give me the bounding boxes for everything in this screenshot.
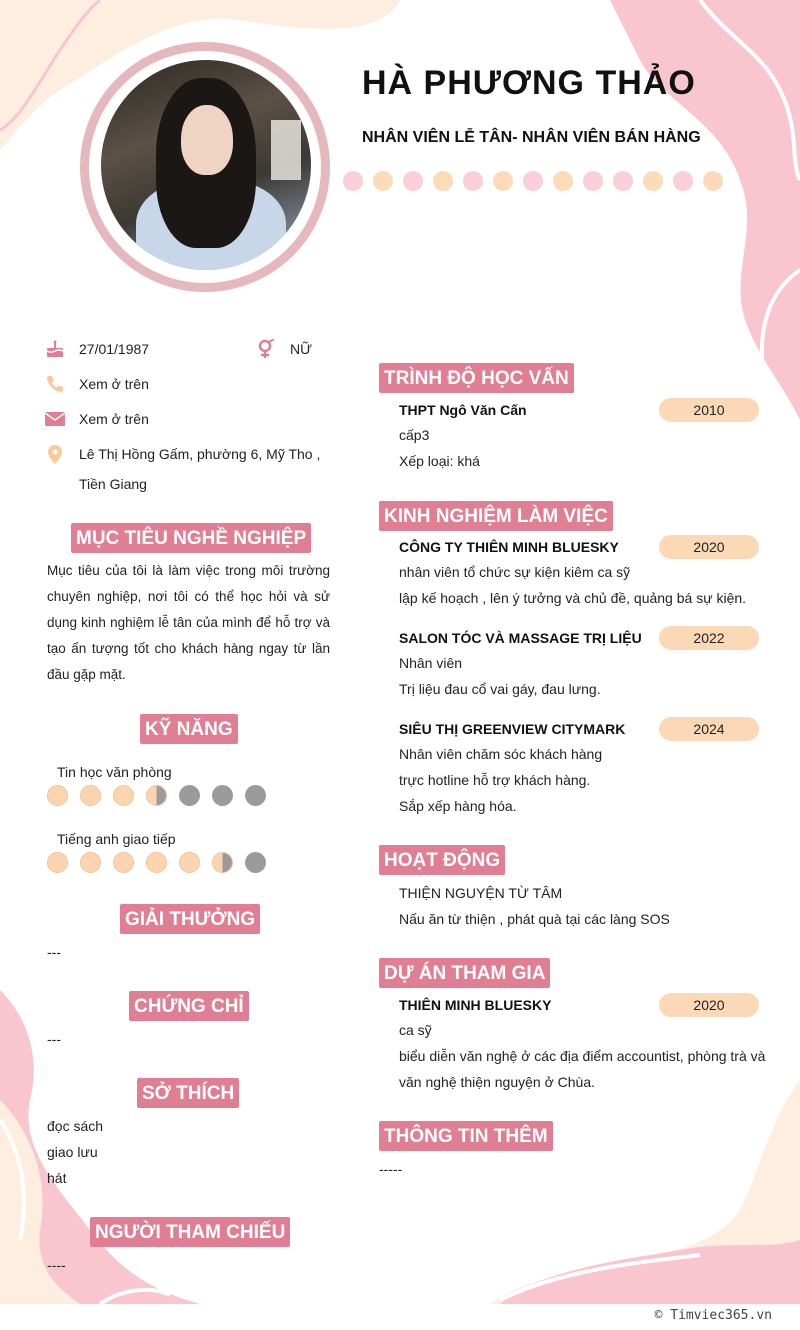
phone-value: Xem ở trên xyxy=(79,376,149,392)
copyright-link[interactable]: © Timviec365.vn xyxy=(654,1308,772,1323)
education-heading: TRÌNH ĐỘ HỌC VẤN xyxy=(379,363,574,393)
education-school: THPT Ngô Văn Cấn xyxy=(399,402,527,418)
skill-dot xyxy=(245,852,266,873)
experience-line: Nhân viên xyxy=(399,655,463,671)
candidate-name: HÀ PHƯƠNG THẢO xyxy=(362,64,696,102)
gender-value: NỮ xyxy=(290,341,313,357)
skill-dot xyxy=(113,785,134,806)
projects-heading: DỰ ÁN THAM GIA xyxy=(379,958,550,988)
skill-dot xyxy=(47,852,68,873)
experience-line: Sắp xếp hàng hóa. xyxy=(399,798,517,814)
phone-icon xyxy=(45,374,65,394)
job-title: NHÂN VIÊN LỄ TÂN- NHÂN VIÊN BÁN HÀNG xyxy=(362,129,701,146)
location-pin-icon xyxy=(45,444,65,464)
references-text: ---- xyxy=(47,1257,66,1273)
awards-heading: GIẢI THƯỞNG xyxy=(120,904,260,934)
decorative-dots xyxy=(343,171,723,191)
experience-line: nhân viên tổ chức sự kiện kiêm ca sỹ xyxy=(399,564,631,580)
hobby-item: hát xyxy=(47,1170,67,1186)
phone-row xyxy=(45,374,149,399)
project-line: văn nghệ thiện nguyện ở Chùa. xyxy=(399,1074,595,1090)
experience-line: Nhân viên chăm sóc khách hàng xyxy=(399,746,603,762)
skill-dot xyxy=(245,785,266,806)
hobby-item: giao lưu xyxy=(47,1144,98,1160)
skill-label: Tiếng anh giao tiếp xyxy=(57,831,176,847)
certificates-heading: CHỨNG CHỈ xyxy=(129,991,249,1021)
skill-dot xyxy=(47,785,68,806)
skill-dot xyxy=(146,785,167,806)
skill-rating xyxy=(47,785,266,806)
activity-line: THIỆN NGUYỆN TỪ TÂM xyxy=(399,885,563,901)
skill-rating xyxy=(47,852,266,873)
experience-line: lập kế hoạch , lên ý tưởng và chủ đề, quảng bá sự kiện. xyxy=(399,590,747,606)
skills-heading: KỸ NĂNG xyxy=(140,714,238,744)
email-icon xyxy=(45,409,65,429)
avatar xyxy=(101,60,311,270)
address-line-2: Tiền Giang xyxy=(79,476,147,492)
footer xyxy=(0,1304,800,1330)
email-row xyxy=(45,409,149,434)
project-line: biểu diễn văn nghệ ở các địa điểm accountist, phòng trà và xyxy=(399,1048,766,1064)
cake-icon xyxy=(45,339,65,359)
skill-dot xyxy=(212,785,233,806)
address-line-1: Lê Thị Hồng Gấm, phường 6, Mỹ Tho , xyxy=(79,446,321,462)
year-badge: 2020 xyxy=(659,535,759,559)
address-row xyxy=(45,444,320,499)
activity-line: Nấu ăn từ thiện , phát quà tại các làng SOS xyxy=(399,911,670,927)
skill-dot xyxy=(113,852,134,873)
awards-text: --- xyxy=(47,944,61,960)
skill-label: Tin học văn phòng xyxy=(57,764,172,780)
project-name: THIÊN MINH BLUESKY xyxy=(399,997,552,1013)
email-value: Xem ở trên xyxy=(79,411,149,427)
experience-line: Trị liệu đau cổ vai gáy, đau lưng. xyxy=(399,681,601,697)
year-badge: 2024 xyxy=(659,717,759,741)
skill-dot xyxy=(80,785,101,806)
experience-line: trực hotline hỗ trợ khách hàng. xyxy=(399,772,591,788)
gender-icon xyxy=(256,339,276,359)
skill-dot xyxy=(179,785,200,806)
skill-dot xyxy=(212,852,233,873)
hobby-item: đọc sách xyxy=(47,1118,104,1134)
year-badge: 2010 xyxy=(659,398,759,422)
education-line: Xếp loại: khá xyxy=(399,453,480,469)
address-value xyxy=(79,439,320,499)
objective-heading: MỤC TIÊU NGHỀ NGHIỆP xyxy=(71,523,311,553)
activities-heading: HOẠT ĐỘNG xyxy=(379,845,505,875)
experience-company: CÔNG TY THIÊN MINH BLUESKY xyxy=(399,539,619,555)
references-heading: NGƯỜI THAM CHIẾU xyxy=(90,1217,290,1247)
birthday-value: 27/01/1987 xyxy=(79,341,150,357)
birthday-row xyxy=(45,339,149,364)
year-badge: 2022 xyxy=(659,626,759,650)
gender-row xyxy=(256,339,312,364)
objective-text: Mục tiêu của tôi là làm việc trong môi trường chuyên nghiệp, nơi tôi có thể học hỏi và sử dụng kinh nghiệm lễ tân của mình để hỗ trợ và tạo ấn tượng tốt cho khách hàng ngay từ lần đầu gặp mặt. xyxy=(47,563,330,682)
education-line: cấp3 xyxy=(399,427,430,443)
year-badge: 2020 xyxy=(659,993,759,1017)
experience-company: SALON TÓC VÀ MASSAGE TRỊ LIỆU xyxy=(399,630,642,646)
additional-text: ----- xyxy=(379,1161,403,1177)
certificates-text: --- xyxy=(47,1031,61,1047)
project-line: ca sỹ xyxy=(399,1022,432,1038)
additional-heading: THÔNG TIN THÊM xyxy=(379,1121,553,1151)
skill-dot xyxy=(80,852,101,873)
experience-company: SIÊU THỊ GREENVIEW CITYMARK xyxy=(399,721,626,737)
skill-dot xyxy=(179,852,200,873)
experience-heading: KINH NGHIỆM LÀM VIỆC xyxy=(379,501,613,531)
hobbies-heading: SỞ THÍCH xyxy=(137,1078,239,1108)
skill-dot xyxy=(146,852,167,873)
